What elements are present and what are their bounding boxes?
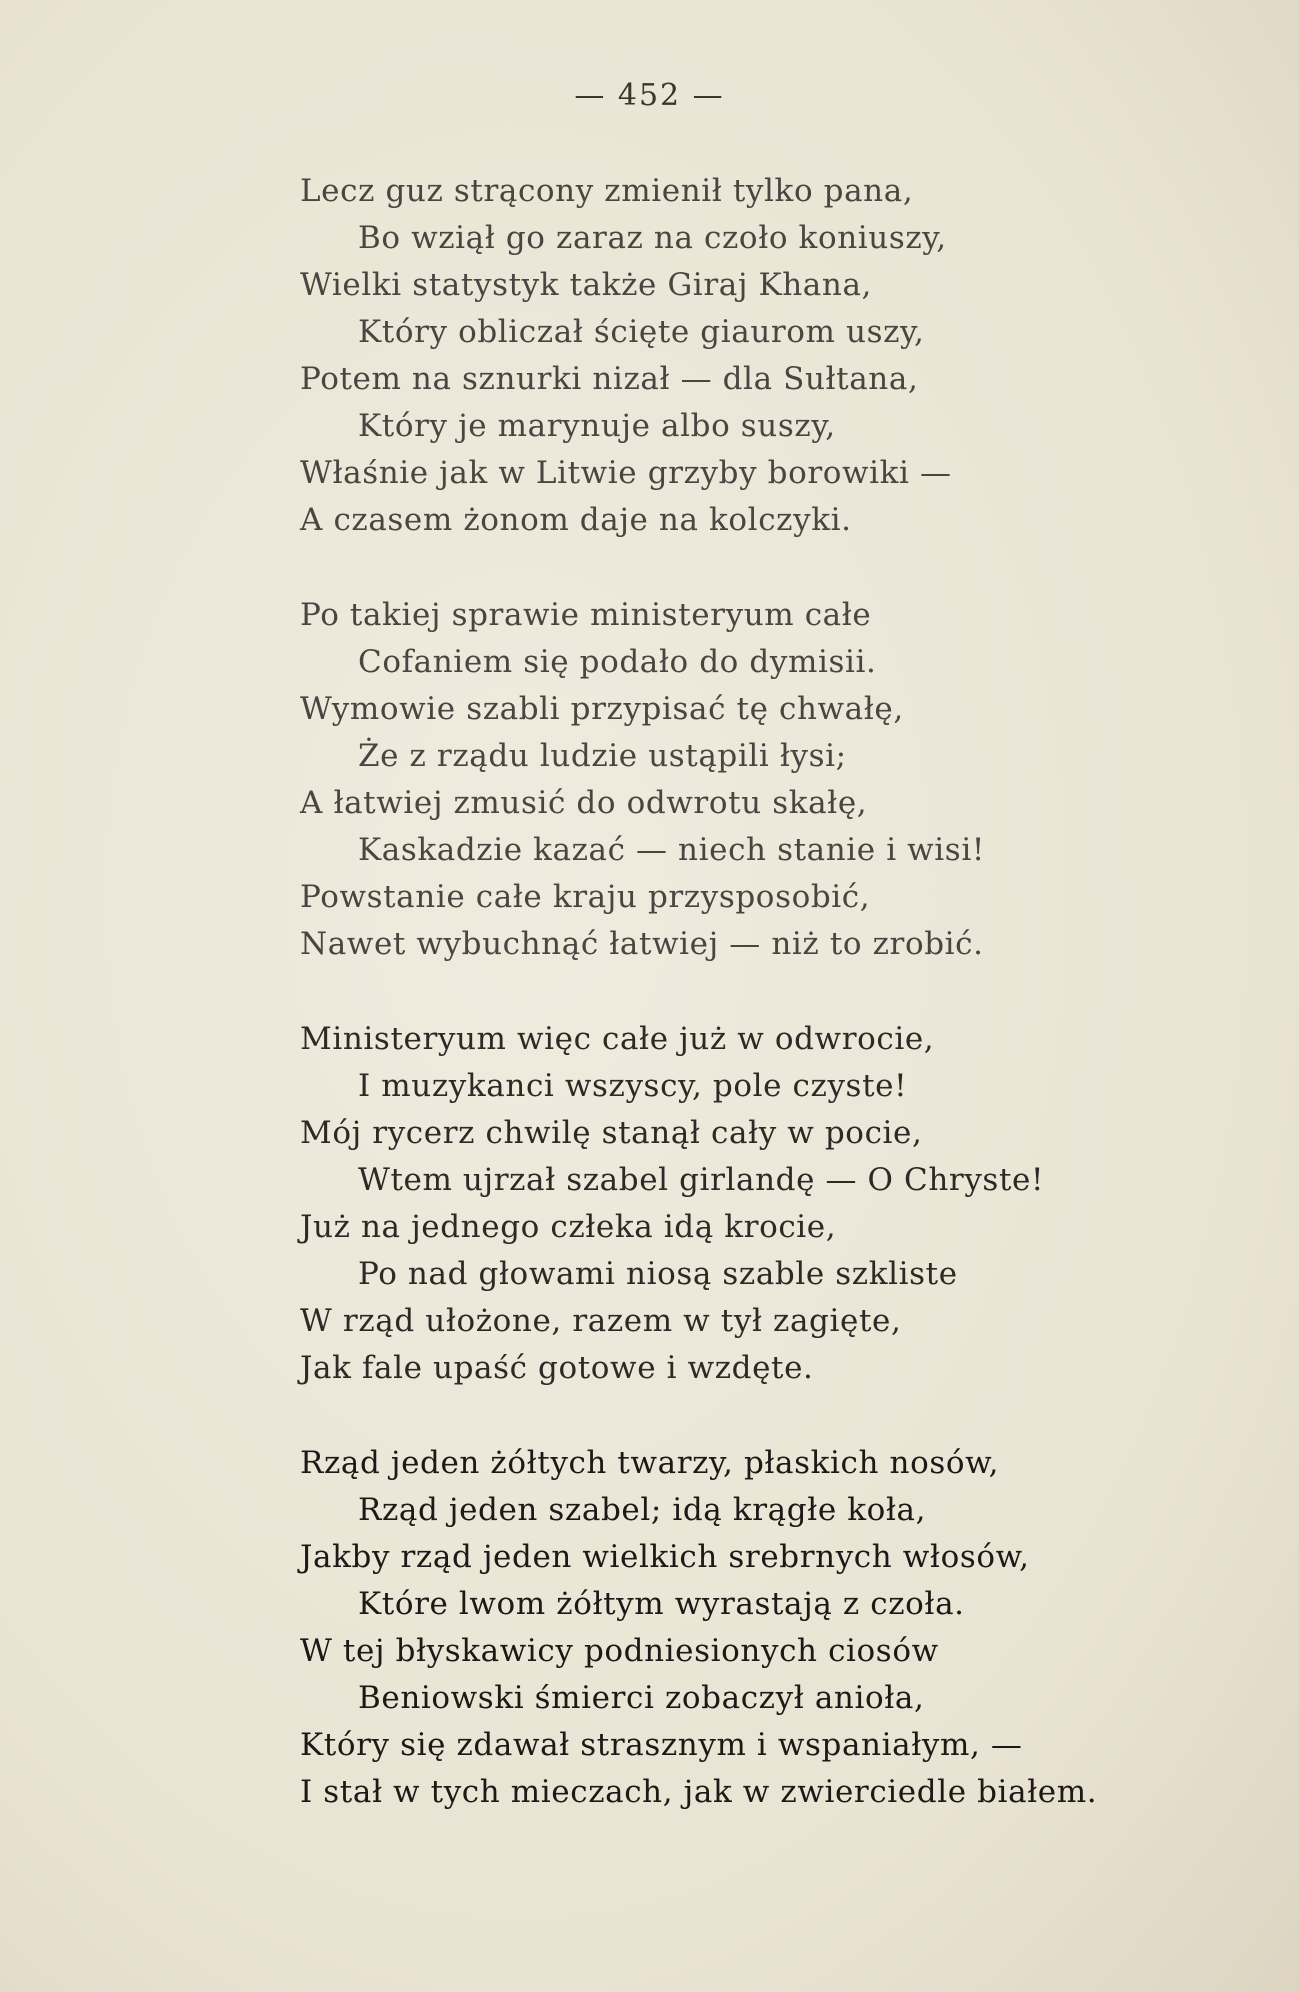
verse-line: Powstanie całe kraju przysposobić, [300, 879, 871, 915]
verse-line: Wtem ujrzał szabel girlandę — O Chryste! [358, 1162, 1045, 1198]
verse-line: Wymowie szabli przypisać tę chwałę, [300, 691, 904, 727]
verse-line: Cofaniem się podało do dymisii. [358, 644, 877, 680]
stanza-4 [300, 1440, 1200, 1816]
verse-line: Który się zdawał strasznym i wspaniałym, — [300, 1727, 1023, 1763]
verse-line: Które lwom żółtym wyrastają z czoła. [358, 1586, 965, 1622]
stanza-1 [300, 168, 1200, 544]
verse-line: Właśnie jak w Litwie grzyby borowiki — [300, 455, 952, 491]
verse-line: A łatwiej zmusić do odwrotu skałę, [300, 785, 868, 821]
verse-line: Jakby rząd jeden wielkich srebrnych włosów, [300, 1539, 1030, 1575]
stanza-3 [300, 1016, 1200, 1392]
verse-line: Lecz guz strącony zmienił tylko pana, [300, 173, 914, 209]
verse-line: Rząd jeden żółtych twarzy, płaskich nosów, [300, 1445, 1000, 1481]
verse-line: W rząd ułożone, razem w tył zagięte, [300, 1303, 902, 1339]
verse-line: Beniowski śmierci zobaczył anioła, [358, 1680, 925, 1716]
stanza-2 [300, 592, 1200, 968]
verse-line: Nawet wybuchnąć łatwiej — niż to zrobić. [300, 926, 984, 962]
verse-line: Ministeryum więc całe już w odwrocie, [300, 1021, 935, 1057]
verse-line: Że z rządu ludzie ustąpili łysi; [358, 738, 847, 774]
verse-line: Kaskadzie kazać — niech stanie i wisi! [358, 832, 985, 868]
verse-line: Już na jednego człeka idą krocie, [300, 1209, 837, 1245]
verse-line: Bo wziął go zaraz na czoło koniuszy, [358, 220, 947, 256]
verse-line: Potem na sznurki nizał — dla Sułtana, [300, 361, 919, 397]
verse-line: W tej błyskawicy podniesionych ciosów [300, 1633, 939, 1669]
verse-line: Jak fale upaść gotowe i wzdęte. [300, 1350, 814, 1386]
verse-line: Po takiej sprawie ministeryum całe [300, 597, 872, 633]
verse-line: Mój rycerz chwilę stanął cały w pocie, [300, 1115, 923, 1151]
verse-line: Po nad głowami niosą szable szkliste [358, 1256, 958, 1292]
verse-line: Rząd jeden szabel; idą krągłe koła, [358, 1492, 927, 1528]
verse-line: Który obliczał ścięte giaurom uszy, [358, 314, 925, 350]
verse-line: Który je marynuje albo suszy, [358, 408, 836, 444]
verse-line: Wielki statystyk także Giraj Khana, [300, 267, 872, 303]
verse-line: I stał w tych mieczach, jak w zwierciedle białem. [300, 1774, 1098, 1810]
verse-line: A czasem żonom daje na kolczyki. [300, 502, 852, 538]
page-number: — 452 — [574, 78, 725, 113]
verse-line: I muzykanci wszyscy, pole czyste! [358, 1068, 908, 1104]
poem-text [300, 168, 1200, 1864]
